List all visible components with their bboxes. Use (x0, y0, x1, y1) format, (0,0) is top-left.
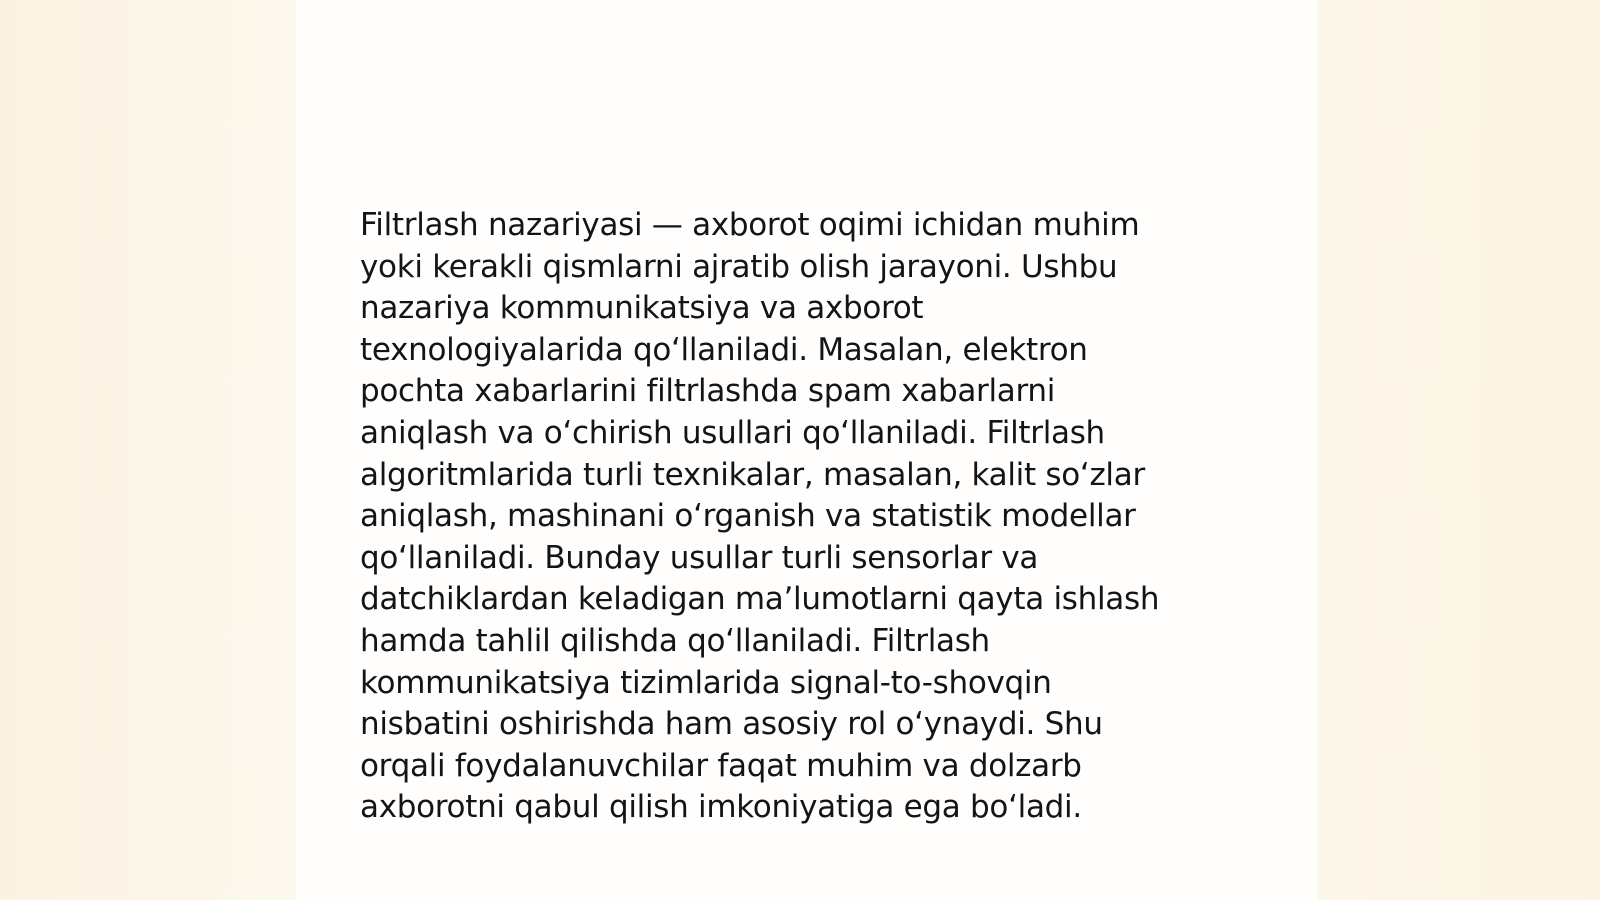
right-background-panel (1318, 0, 1600, 900)
paragraph-line: aniqlash, mashinani oʻrganish va statistik modellar (360, 498, 1136, 535)
paragraph-line: texnologiyalarida qoʻllaniladi. Masalan, elektron (360, 331, 1088, 368)
paragraph-line: pochta xabarlarini filtrlashda spam xabarlarni (360, 373, 1056, 410)
paragraph-line: datchiklardan keladigan maʼlumotlarni qayta ishlash (360, 581, 1160, 618)
left-background-panel (0, 0, 296, 900)
paragraph-line: axborotni qabul qilish imkoniyatiga ega boʻladi. (360, 789, 1082, 826)
body-paragraph (360, 205, 1240, 829)
slide-canvas (296, 0, 1318, 900)
paragraph-line: nisbatini oshirishda ham asosiy rol oʻynaydi. Shu (360, 706, 1103, 743)
paragraph-line: nazariya kommunikatsiya va axborot (360, 290, 924, 327)
paragraph-line: yoki kerakli qismlarni ajratib olish jarayoni. Ushbu (360, 248, 1118, 285)
paragraph-line: hamda tahlil qilishda qoʻllaniladi. Filtrlash (360, 622, 990, 659)
paragraph-line: orqali foydalanuvchilar faqat muhim va dolzarb (360, 747, 1082, 784)
paragraph-line: algoritmlarida turli texnikalar, masalan, kalit soʻzlar (360, 456, 1145, 493)
paragraph-line: qoʻllaniladi. Bunday usullar turli sensorlar va (360, 539, 1039, 576)
paragraph-line: kommunikatsiya tizimlarida signal-to-shovqin (360, 664, 1052, 701)
paragraph-line: Filtrlash nazariyasi — axborot oqimi ichidan muhim (360, 207, 1140, 243)
paragraph-line: aniqlash va oʻchirish usullari qoʻllaniladi. Filtrlash (360, 414, 1105, 451)
